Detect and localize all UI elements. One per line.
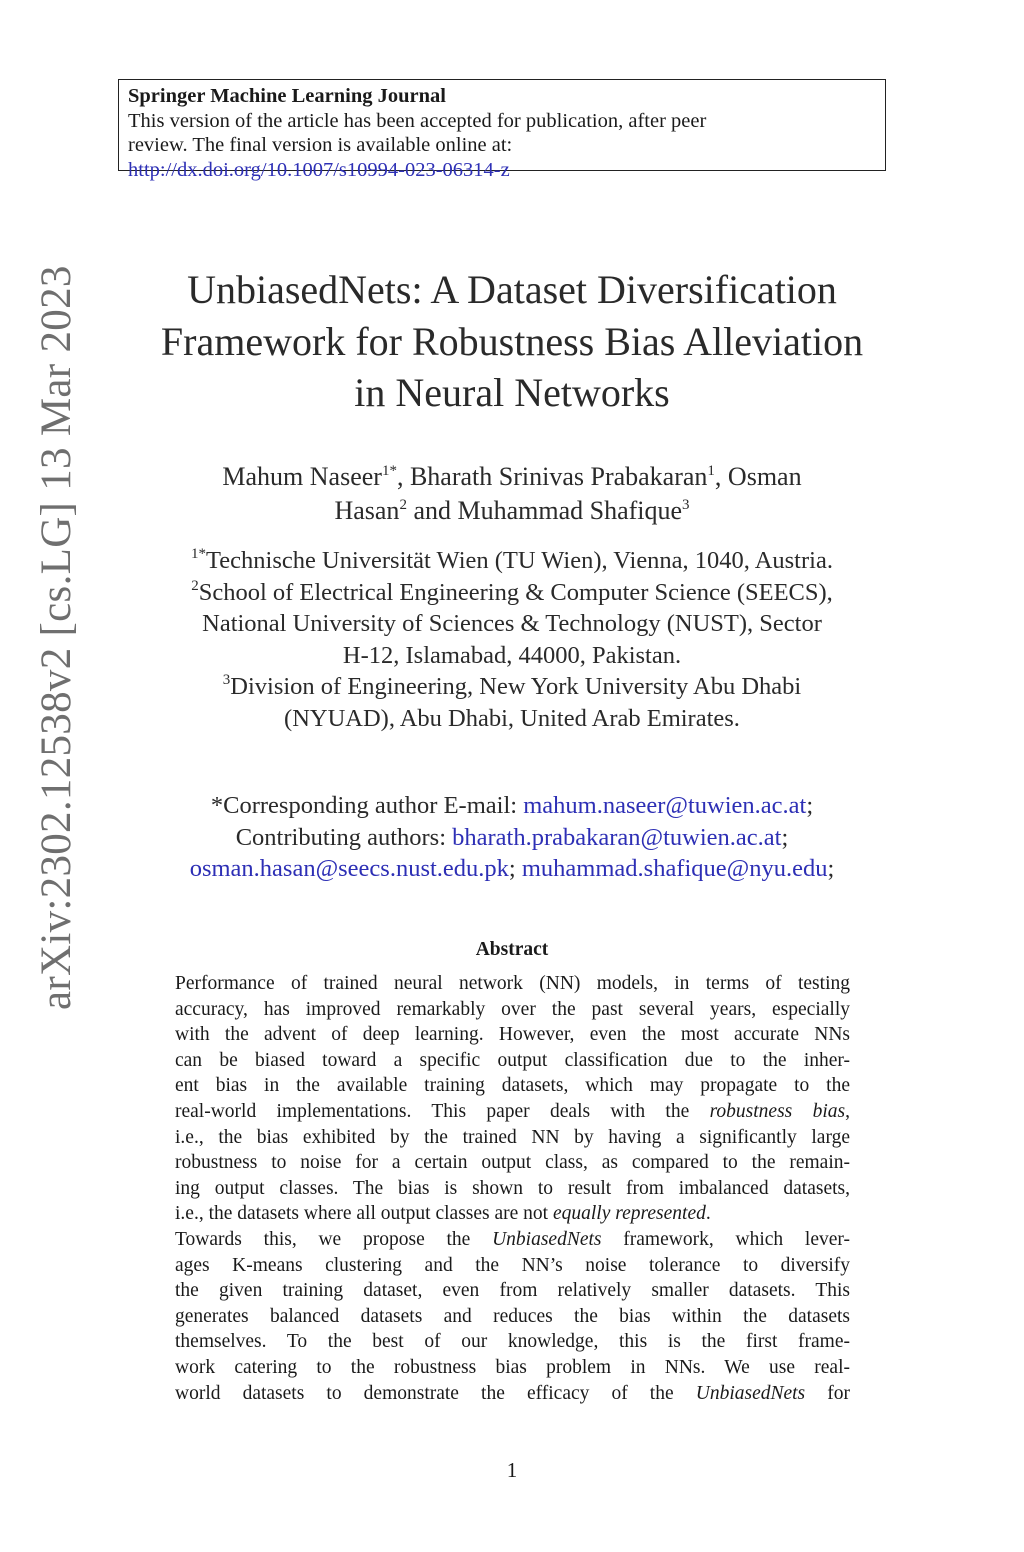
affiliation-2-line-3: H-12, Islamabad, 44000, Pakistan. [342, 641, 682, 669]
emphasis-unbiasednets: UnbiasedNets [695, 1382, 806, 1404]
author-name: Mahum Naseer [222, 462, 382, 491]
abstract-line: ing output classes. The bias is shown to result from imbalanced datasets, [175, 1177, 850, 1199]
author-superscript: 2 [399, 497, 407, 513]
affiliation-superscript: 1* [191, 546, 207, 562]
abstract-line: robustness to noise for a certain output class, as compared to the remain- [175, 1152, 850, 1174]
corresponding-email-link[interactable]: mahum.naseer@tuwien.ac.at [523, 792, 807, 819]
emphasis-unbiasednets: UnbiasedNets [492, 1228, 602, 1250]
abstract-heading: Abstract [475, 939, 549, 960]
title-line-1: UnbiasedNets: A Dataset Diversification [187, 267, 837, 312]
abstract-line: generates balanced datasets and reduces the bias within the datasets [175, 1305, 850, 1327]
abstract-line [175, 1201, 850, 1227]
arxiv-identifier: arXiv:2302.12538v2 [cs.LG] 13 Mar 2023 [33, 265, 80, 1010]
affiliation-superscript: 2 [191, 577, 199, 594]
emphasis-equally-represented: equally represented [552, 1203, 706, 1225]
affiliation-2-line-1 [120, 577, 904, 609]
email-separator: ; [806, 792, 814, 819]
author-row-2 [130, 494, 894, 528]
abstract-text: real-world implementations. This paper deals with the [175, 1100, 710, 1122]
author-row-1 [130, 460, 894, 494]
abstract-line: the given training dataset, even from relatively smaller datasets. This [175, 1280, 850, 1302]
contributing-email-link-1[interactable]: bharath.prabakaran@tuwien.ac.at [452, 823, 782, 851]
corresponding-author-line [120, 790, 904, 822]
abstract-line: can be biased toward a specific output classification due to the inher- [175, 1049, 850, 1071]
abstract-line [175, 1227, 850, 1253]
affiliation-superscript: 3 [222, 672, 231, 688]
abstract-line: work catering to the robustness bias problem in NNs. We use real- [175, 1356, 850, 1378]
contributing-label: Contributing authors: [235, 823, 453, 851]
affiliation-1 [120, 545, 904, 577]
abstract-line: i.e., the bias exhibited by the trained NN by having a significantly large [175, 1126, 850, 1148]
contributing-email-link-3[interactable]: muhammad.shafique@nyu.edu [521, 855, 828, 882]
abstract-line: accuracy, has improved remarkably over the past several years, especially [175, 998, 850, 1020]
publication-notice-box [118, 79, 886, 181]
author-list [130, 460, 894, 528]
contributing-authors-line-2 [120, 853, 904, 885]
corresponding-label: *Corresponding author E-mail: [210, 792, 524, 819]
abstract-text: Towards this, we propose the [175, 1228, 493, 1250]
abstract-text: i.e., the datasets where all output classes are not [175, 1203, 553, 1225]
affiliation-text: School of Electrical Engineering & Computer Science (SEECS), [198, 578, 833, 606]
abstract-line: with the advent of deep learning. However, even the most accurate NNs [175, 1024, 850, 1046]
abstract-line [175, 1099, 850, 1125]
abstract-line [175, 1381, 850, 1407]
affiliation-list [120, 545, 904, 734]
email-separator: ; [508, 855, 522, 882]
author-name: , Osman [714, 462, 802, 491]
email-separator: ; [781, 823, 789, 851]
abstract-text: world datasets to demonstrate the efficacy of the [175, 1382, 696, 1404]
abstract-line: Performance of trained neural network (NN) models, in terms of testing [175, 973, 850, 994]
abstract-line: themselves. To the best of our knowledge, this is the first frame- [175, 1331, 850, 1353]
emphasis-robustness-bias: robustness bias [709, 1100, 846, 1122]
affiliation-text: Technische Universität Wien (TU Wien), Vienna, 1040, Austria. [206, 547, 833, 574]
abstract-text: , [845, 1100, 850, 1122]
abstract-text: . [705, 1203, 711, 1225]
email-separator: ; [827, 855, 835, 882]
notice-line-2: review. The final version is available online at: [128, 134, 513, 156]
abstract-body [175, 971, 850, 1406]
author-superscript: 3 [682, 497, 690, 513]
page-number: 1 [506, 1458, 518, 1482]
title-line-2: Framework for Robustness Bias Alleviation [160, 318, 864, 364]
author-superscript: 1* [381, 463, 397, 479]
contact-emails [120, 790, 904, 885]
abstract-line: ages K-means clustering and the NN’s noise tolerance to diversify [175, 1254, 850, 1276]
author-name: Hasan [334, 496, 400, 525]
author-superscript: 1 [707, 463, 715, 479]
notice-line-1: This version of the article has been accepted for publication, after peer [128, 109, 707, 132]
author-name: , Bharath Srinivas Prabakaran [396, 462, 708, 491]
contributing-email-link-2[interactable]: osman.hasan@seecs.nust.edu.pk [189, 855, 509, 882]
journal-name: Springer Machine Learning Journal [128, 85, 446, 107]
doi-link[interactable]: http://dx.doi.org/10.1007/s10994-023-06314-z [128, 158, 510, 181]
affiliation-text: Division of Engineering, New York University Abu Dhabi [230, 673, 802, 700]
title-line-3: in Neural Networks [354, 370, 670, 415]
abstract-text: framework, which lever- [601, 1228, 850, 1250]
affiliation-2-line-2: National University of Sciences & Technology (NUST), Sector [202, 610, 822, 637]
author-name: and Muhammad Shafique [406, 496, 683, 525]
affiliation-3-line-2: (NYUAD), Abu Dhabi, United Arab Emirates. [284, 704, 740, 732]
contributing-authors-line [120, 822, 904, 854]
abstract-text: for [805, 1382, 850, 1404]
affiliation-3-line-1 [120, 671, 904, 703]
abstract-line: ent bias in the available training datasets, which may propagate to the [175, 1075, 850, 1097]
paper-title [130, 264, 894, 419]
